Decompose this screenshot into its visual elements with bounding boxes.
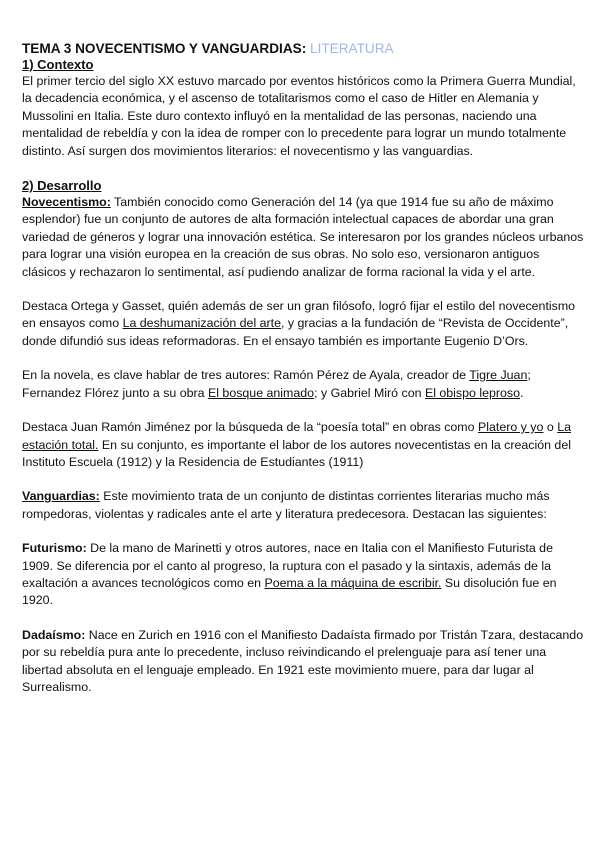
section-heading-desarrollo: 2) Desarrollo (22, 178, 102, 194)
work-title: Poema a la máquina de escribir. (264, 575, 442, 590)
novecentismo-label: Novecentismo: (22, 195, 111, 210)
novela-text-1: En la novela, es clave hablar de tres autores: Ramón Pérez de Ayala, creador de (22, 368, 470, 383)
contexto-paragraph: El primer tercio del siglo XX estuvo marcado por eventos históricos como la Primera Guerra Mundial, la decadencia económica, y el ascenso de totalitarismos como el caso de Hitler en Alemania y Mussolini en Italia. Este duro contexto influyó en la mentalidad de las personas, naciendo una mentalidad de rebeldía y con la idea de romper con lo precedente para lograr un mundo totalmente distinto. Así surgen dos movimientos literarios: el novecentismo y las vanguardias. (22, 74, 576, 158)
title-main: TEMA 3 NOVECENTISMO Y VANGUARDIAS: (22, 41, 307, 56)
dadaismo-paragraph (22, 627, 584, 697)
jimenez-text-2: o (543, 420, 558, 435)
work-title: El bosque animado (207, 385, 315, 400)
jimenez-text-1: Destaca Juan Ramón Jiménez por la búsqueda de la “poesía total” en obras como (22, 420, 478, 435)
novecentismo-paragraph (22, 194, 584, 281)
document-title (22, 40, 584, 57)
work-title: Tigre Juan (469, 368, 528, 383)
futurismo-text-1: De la mano de Marinetti y otros autores, nace en Italia con el Manifiesto Futurista de 1909. Se diferencia por el canto al progreso, la ruptura con el pasado y la sintaxis, además de la exaltación a avances tecnológicos como en (22, 541, 553, 590)
jimenez-text-3: En su conjunto, es importante el labor de los autores novecentistas en la creación del Instituto Escuela (1912) y la Residencia de Estudiantes (1911) (22, 437, 571, 469)
work-title: El obispo leproso (424, 385, 520, 400)
novela-paragraph (22, 367, 584, 402)
vanguardias-paragraph (22, 488, 584, 523)
ortega-text-1: Destaca Ortega y Gasset, quién además de ser un gran filósofo, logró fijar el estilo del novecentismo en ensayos como (22, 299, 576, 331)
vanguardias-label: Vanguardias: (22, 489, 100, 504)
title-accent: LITERATURA (310, 41, 394, 56)
work-title: Platero y yo (477, 420, 544, 435)
document-page (22, 40, 584, 696)
novela-text-2: ; Fernandez Flórez junto a su obra (22, 368, 531, 400)
futurismo-text-2: Su disolución fue en 1920. (22, 575, 557, 608)
futurismo-paragraph (22, 540, 584, 610)
dadaismo-text: Nace en Zurich en 1916 con el Manifiesto Dadaísta firmado por Tristán Tzara, destacando por su rebeldía pura ante lo precedente, incluso reivindicando el prelenguaje para así tener una libertad absoluta en el lenguaje empleado. En 1921 este movimiento muere, para dar lugar al Surrealismo. (22, 627, 584, 694)
work-title: La estación total. (22, 420, 571, 452)
dadaismo-label: Dadaísmo: (22, 627, 86, 642)
novecentismo-text: También conocido como Generación del 14 (ya que 1914 fue su año de máximo esplendor) fue un conjunto de autores de alta formación intelectual capaces de abordar una gran variedad de géneros y lograr una innovación estética. Se interesaron por los grandes núcleos urbanos para lograr una visión europea en la creación de sus obras. No solo eso, versionaron antiguos clásicos y rechazaron lo sentimental, así pudiendo analizar de forma racional la vida y el arte. (22, 195, 584, 279)
ortega-paragraph (22, 298, 584, 350)
jimenez-paragraph (22, 419, 584, 471)
futurismo-label: Futurismo: (22, 541, 87, 556)
novela-text-4: . (520, 385, 524, 400)
work-title: La deshumanización del arte (122, 316, 281, 331)
vanguardias-text: Este movimiento trata de un conjunto de distintas corrientes literarias mucho más rompedoras, violentas y radicales ante el arte y literatura predecesora. Destacan las siguientes: (22, 489, 550, 521)
novela-text-3: ; y Gabriel Miró con (314, 385, 425, 400)
ortega-text-2: , y gracias a la fundación de “Revista de Occidente”, donde difundió sus ideas reformadoras. En el ensayo también es importante Eugenio D’Ors. (22, 316, 569, 348)
section-heading-contexto: 1) Contexto (22, 57, 94, 72)
